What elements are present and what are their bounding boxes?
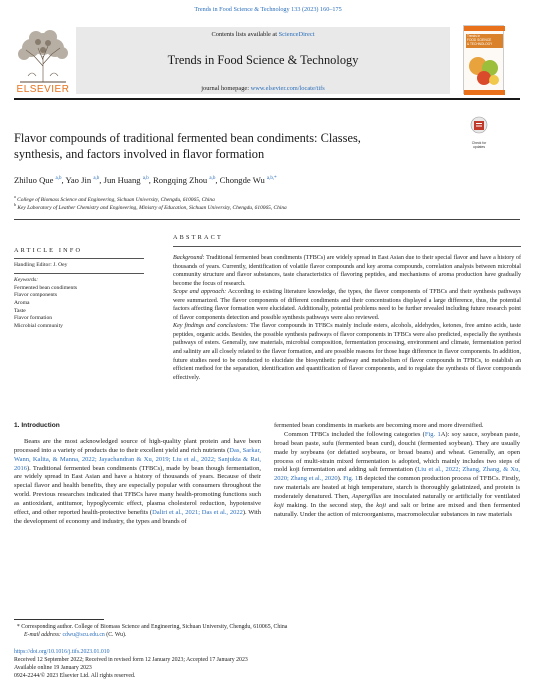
corresponding-author-footnote: [14, 623, 520, 639]
author-affiliation-marker[interactable]: a,b: [93, 176, 100, 182]
italic-term: Aspergillus: [351, 493, 382, 500]
footnote-text: Corresponding author. College of Biomass Science and Engineering, Sichuan University, Chengdu, 610065, China: [19, 624, 288, 630]
article-info-heading: ARTICLE INFO: [14, 247, 83, 254]
footnote-line: [14, 623, 520, 631]
author-name[interactable]: Yao Jin: [65, 175, 92, 185]
citation-link[interactable]: Das, Sarkar, Wann, Kalita, & Manna, 2022; Jayachandran & Xu, 2019; Liu et al., 2022; Sanjukta & Rai, 2016: [14, 446, 261, 472]
check-for-updates-badge[interactable]: [466, 116, 492, 149]
tfbc-text-g: and salt or brine are mixed and then fermented naturally. Under the action of microorganisms, macromolecular substances in raw materials: [274, 501, 520, 518]
author-name[interactable]: Rongqing Zhou: [153, 175, 208, 185]
journal-cover-thumbnail[interactable]: [463, 25, 504, 94]
copyright: 0924-2244/© 2023 Elsevier Ltd. All rights reserved.: [14, 673, 136, 679]
abstract-text: [173, 254, 521, 382]
intro-text-a: Beans are the most acknowledged source of high-quality plant protein and have been processed into a variety of products due to their excellent yield and rich nutrients (: [14, 437, 261, 454]
badge-line2: updates: [472, 145, 486, 149]
scope-label: Scope and approach:: [173, 289, 227, 296]
badge-line1: Check for: [471, 141, 487, 145]
journal-citation[interactable]: Trends in Food Science & Technology 133 (2023) 160–175: [194, 6, 342, 13]
footnote-marker: *: [16, 624, 20, 630]
journal-title: Trends in Food Science & Technology: [167, 53, 359, 67]
author-affiliation-marker[interactable]: a,b: [55, 176, 62, 182]
homepage-link[interactable]: www.elsevier.com/locate/tifs: [250, 85, 325, 92]
publisher-logo-text[interactable]: ELSEVIER: [16, 84, 70, 95]
intro-text-c: ). With the development of economy and industry, the types and brands of: [14, 508, 262, 525]
header-rule: [14, 98, 520, 100]
publication-info: [14, 648, 520, 680]
citation-link[interactable]: Liu et al., 2022; Zhang, Zhang, & Xu, 2020; Zhang et al., 2020: [274, 466, 520, 483]
affiliation-b-marker: b: [14, 202, 16, 207]
keyword-item: Aroma: [14, 299, 30, 306]
abstract-scope: [173, 288, 521, 322]
findings-text: The flavor compounds in TFBCs mainly include esters, alcohols, aldehydes, ketones, free amino acids, taste peptides, organic acids. Besides, the possible synthesis pathways of flavor components in TFBCs were also predicted, especially the synthesis pathways of esters. Generally, raw materials, microbial composition, fermentation processing, environment and climate, fermentation period and salinity are all closely related to the flavor formation, and are possible reasons for those huge difference in flavor components. In addition, future studies need to be conducted to elucidate the biosynthetic pathway and metabolism of flavor compounds in TFBCs, to establish an efficient method for the separation, identification and quantification of flavor components, and to regulate the synthesis of flavor compounds effectively.: [173, 323, 521, 381]
sciencedirect-link[interactable]: ScienceDirect: [278, 31, 315, 38]
intro-text-b: ). Traditional fermented bean condiments (TFBCs), made by bean though fermentation, are widely spread in East Asian and have a history of thousands of years. Because of their special flavor and health benefits, they are especially popular with consumers throughout the world. Previous researches indicated that TFBCs have many health-promoting functions such as antioxidant, antitumor, hypoglycemic effect, plasma cholesterol reduction, hypotensive effect, and other reported health-protective benefits (: [14, 464, 261, 516]
affiliation-a-marker: a: [14, 194, 16, 199]
tfbc-text-d: B depicted the common production process of TFBCs. Firstly, raw materials are heated at high temperature, starch is thoroughly gelatinized, and protein is moderately denatured. Then,: [274, 475, 521, 500]
title-line-2: synthesis, and factors involved in flavor formation: [14, 147, 265, 161]
tfbc-text-a: Common TFBCs included the following categories (: [284, 430, 425, 438]
tfbc-text-e: are inoculated naturally or artificially for ventilated: [381, 493, 520, 500]
author-affiliation-marker[interactable]: a,b,*: [266, 176, 277, 182]
email-label: E-mail address:: [24, 632, 61, 638]
keyword-item: Flavor formation: [14, 315, 53, 322]
cover-title-line2: FOOD SCIENCE: [467, 37, 492, 42]
handling-editor: Handling Editor: J. Oey: [14, 262, 68, 269]
italic-term: koji: [376, 501, 387, 509]
contents-prefix: Contents lists available at: [211, 31, 279, 38]
findings-label: Key findings and conclusions:: [173, 323, 249, 330]
keyword-item: Taste: [14, 307, 26, 314]
intro-paragraph-1: [14, 438, 261, 527]
citation-link[interactable]: Daliri et al., 2021; Das et al., 2022: [152, 508, 243, 516]
intro-paragraph-2: [274, 431, 520, 520]
received-dates: Received 12 September 2022; Received in revised form 12 January 2023; Accepted 17 January 2023: [14, 657, 248, 663]
available-online: Available online 19 January 2023: [14, 665, 92, 671]
affiliation-rule: [14, 219, 520, 220]
cover-title-line3: & TECHNOLOGY: [467, 41, 493, 46]
tfbc-text-f: making. In the second step, the: [283, 501, 377, 509]
article-info-rule: [14, 258, 144, 259]
homepage-prefix: journal homepage:: [201, 85, 251, 92]
abstract-rule-top: [173, 246, 521, 247]
affiliation-a-text: College of Biomass Science and Engineering, Sichuan University, Chengdu, 610065, China: [17, 196, 215, 203]
footnote-rule: [14, 619, 104, 620]
editor-rule: [14, 273, 144, 274]
keyword-item: Microbial community: [14, 322, 63, 329]
title-line-1: Flavor compounds of traditional fermented bean condiments: Classes,: [14, 131, 361, 145]
body-left-column: [14, 422, 261, 527]
italic-term: koji: [274, 501, 284, 509]
author-affiliation-marker[interactable]: a,b: [209, 176, 216, 182]
keyword-list: [14, 285, 144, 331]
email-suffix: (C. Wu).: [104, 632, 127, 638]
journal-homepage: [76, 85, 450, 92]
keyword-item: Flavor components: [14, 292, 58, 299]
contents-line: [76, 31, 450, 38]
section-1-heading: 1. Introduction: [14, 422, 60, 429]
abstract-heading: ABSTRACT: [173, 234, 223, 241]
abstract-findings: [173, 322, 521, 382]
figure-link[interactable]: Fig. 1: [424, 430, 441, 438]
author-list: Zhiluo Que $^{a,b}$, Yao Jin $^{a,b}$, Jun Huang $^{a,b}$, Rongqing Zhou $^{a,b}$, Chongde Wu $^{a,b,*}$: [14, 175, 277, 185]
article-title: [14, 130, 454, 162]
article-info-column: [14, 247, 144, 330]
author-name[interactable]: Zhiluo Que: [14, 175, 54, 185]
email-link[interactable]: cdwu@scu.edu.cn: [62, 632, 105, 638]
intro-paragraph-continued: fermented bean condiments in markets are becoming more and more diversified.: [274, 422, 484, 429]
cover-title-line1: Trends in: [467, 34, 481, 38]
email-line: [14, 631, 520, 639]
background-text: Traditional fermented bean condiments (TFBCs) are widely spread in East Asian due to their special flavor and have a history of thousands of years. Currently, identification of volatile flavor compounds and key aroma compounds, correlation analysis between microbial community structure and flavor substances, taste characteristics of flavoring peptides, and mechanisms of aroma production have gradually become the focus of research.: [173, 255, 521, 287]
figure-link[interactable]: Fig. 1: [343, 475, 359, 483]
doi-link[interactable]: https://doi.org/10.1016/j.tifs.2023.01.010: [14, 649, 110, 655]
body-right-column: [274, 422, 520, 520]
tfbc-text-c: ).: [337, 475, 344, 483]
keywords-label: Keywords:: [14, 277, 39, 284]
affiliation-b-text: Key Laboratory of Leather Chemistry and Engineering, Ministry of Education, Sichuan University, Chengdu, 610065, China: [17, 204, 287, 211]
affiliation-b: [14, 202, 454, 211]
author-affiliation-marker[interactable]: a,b: [142, 176, 149, 182]
author-name[interactable]: Jun Huang: [103, 175, 141, 185]
background-label: Background:: [173, 255, 205, 261]
abstract-background: [173, 254, 521, 288]
tfbc-text-b: A): soy sauce, soybean paste, broad bean paste, sufu (fermented bean curd), douchi (fermented soybean). They are usually made by soybeans (or defatted soybeans, or broad beans) and wheat. Generally, an open process of multi-strain mixed fermentation is adopted, which mainly includes two steps of mold koji fermentation and adding salt fermentation (: [274, 430, 520, 474]
keyword-item: Fermented bean condiments: [14, 284, 78, 291]
author-name[interactable]: Chongde Wu: [219, 175, 265, 185]
scope-text: According to existing literature knowledge, the types, the flavor components of TFBCs and their synthesis pathways were summarized. The flavor components of different condiments and their concentrations displayed a large difference, thus, the potential factors affecting flavor formation were elucidated. Additionally, potential problems need to be further revealed including future research point of flavor components detection and possible synthesis pathways were also reviewed.: [173, 289, 521, 321]
